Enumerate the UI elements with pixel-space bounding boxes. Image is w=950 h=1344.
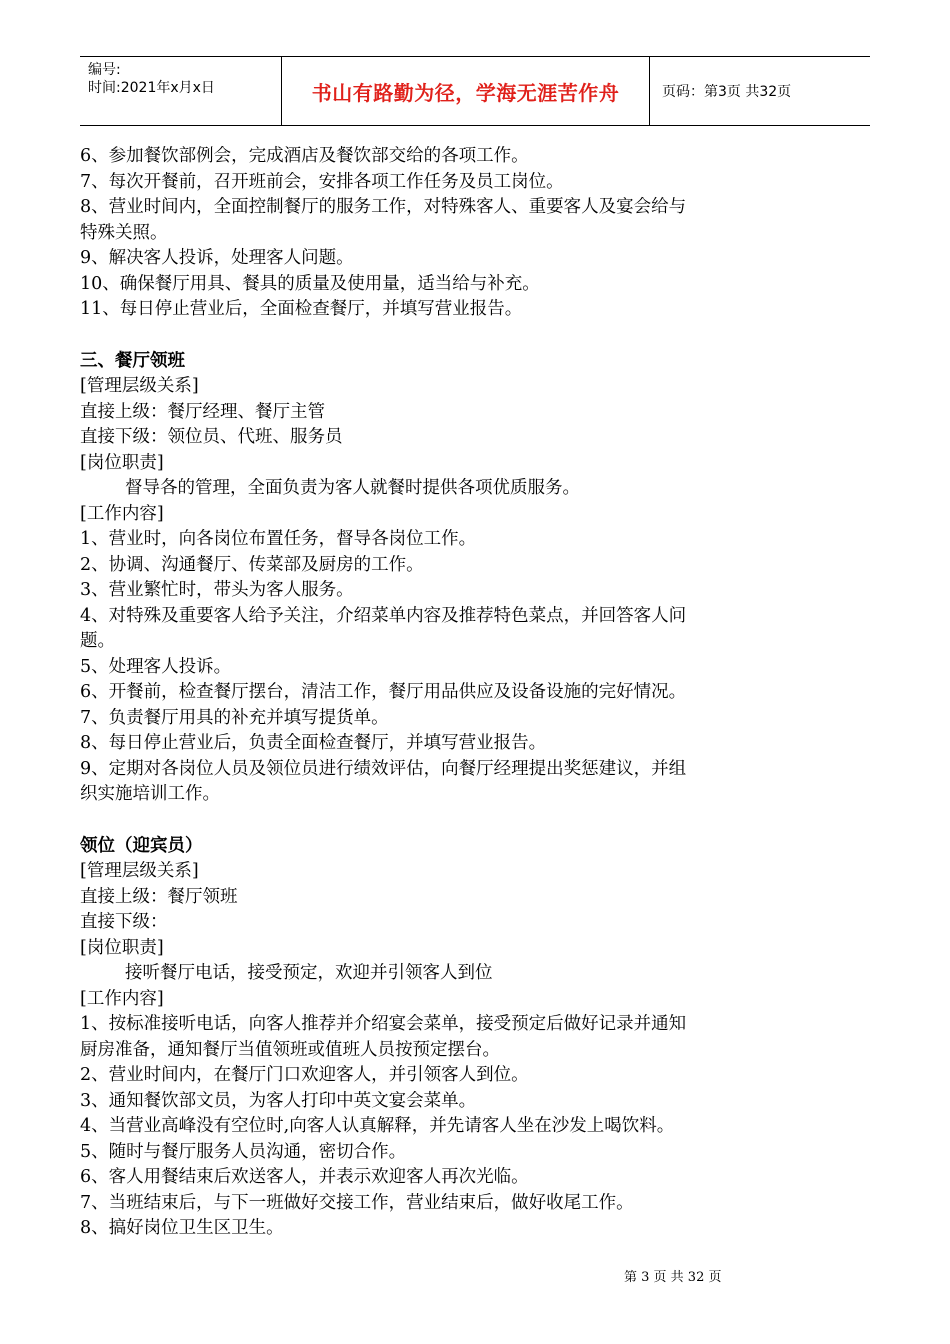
header-motto: 书山有路勤为径，学海无涯苦作舟 xyxy=(282,57,650,125)
list-item xyxy=(80,272,872,298)
list-item xyxy=(80,1191,872,1217)
item-text: 处理客人投诉。 xyxy=(108,656,232,677)
list-item xyxy=(80,1063,872,1089)
list-item xyxy=(80,170,872,196)
document-header xyxy=(80,56,870,126)
list-item xyxy=(80,706,872,732)
list-item xyxy=(80,1089,872,1115)
work-label: [工作内容] xyxy=(80,988,164,1009)
item-number: 4、 xyxy=(80,605,109,626)
code-label: 编号: xyxy=(88,62,121,78)
item-number: 11、 xyxy=(80,299,120,319)
item-text: 每日停止营业后，负责全面检查餐厅，并填写营业报告。 xyxy=(108,733,547,753)
list-item xyxy=(80,297,872,323)
item-text: 客人用餐结束后欢送客人，并表示欢迎客人再次光临。 xyxy=(108,1167,529,1187)
item-number: 7、 xyxy=(80,171,109,192)
item-text-continued: 厨房准备，通知餐厅当值领班或值班人员按预定摆台。 xyxy=(80,1039,500,1060)
list-item xyxy=(80,1012,872,1063)
item-number: 6、 xyxy=(80,1167,109,1187)
item-number: 9、 xyxy=(80,248,109,268)
item-number: 1、 xyxy=(80,529,109,549)
list-item xyxy=(80,1165,872,1191)
item-text-continued: 织实施培训工作。 xyxy=(80,784,220,804)
document-body xyxy=(80,144,872,1242)
duty-label: [岗位职责] xyxy=(80,937,164,958)
subordinate-line: 直接下级：领位员、代班、服务员 xyxy=(80,427,343,447)
item-number: 2、 xyxy=(80,554,109,575)
item-text-continued: 题。 xyxy=(80,631,115,651)
item-text: 营业繁忙时，带头为客人服务。 xyxy=(108,580,354,600)
list-item xyxy=(80,553,872,579)
duty-text: 接听餐厅电话，接受预定，欢迎并引领客人到位 xyxy=(125,963,493,983)
duty-label: [岗位职责] xyxy=(80,452,164,473)
list-item xyxy=(80,578,872,604)
section-title-lingwei: 领位（迎宾员） xyxy=(80,835,203,856)
list-item xyxy=(80,527,872,553)
item-number: 7、 xyxy=(80,707,109,728)
item-text: 当营业高峰没有空位时,向客人认真解释，并先请客人坐在沙发上喝饮料。 xyxy=(108,1116,675,1136)
lingwei-work-list xyxy=(80,1012,872,1242)
item-text: 解决客人投诉，处理客人问题。 xyxy=(108,248,354,268)
item-number: 5、 xyxy=(80,1141,109,1162)
item-text: 营业时，向各岗位布置任务，督导各岗位工作。 xyxy=(108,529,477,549)
list-item xyxy=(80,1114,872,1140)
item-text: 协调、沟通餐厅、传菜部及厨房的工作。 xyxy=(108,554,424,575)
page-footer: 第 3 页 共 32 页 xyxy=(624,1270,722,1285)
item-text: 通知餐饮部文员，为客人打印中英文宴会菜单。 xyxy=(108,1090,477,1111)
item-text: 确保餐厅用具、餐具的质量及使用量，适当给与补充。 xyxy=(119,273,540,294)
list-item xyxy=(80,680,872,706)
duty-text: 督导各的管理，全面负责为客人就餐时提供各项优质服务。 xyxy=(125,478,580,498)
item-number: 6、 xyxy=(80,682,109,702)
item-text: 随时与餐厅服务人员沟通，密切合作。 xyxy=(108,1141,407,1162)
mgmt-label: [管理层级关系] xyxy=(80,376,199,396)
list-item xyxy=(80,1140,872,1166)
list-item xyxy=(80,655,872,681)
item-text: 搞好岗位卫生区卫生。 xyxy=(108,1218,284,1238)
item-number: 9、 xyxy=(80,758,109,779)
item-number: 8、 xyxy=(80,1218,109,1238)
time-label: 时间:2021年x月x日 xyxy=(88,80,215,96)
item-number: 1、 xyxy=(80,1014,109,1034)
item-text: 每日停止营业后，全面检查餐厅，并填写营业报告。 xyxy=(119,299,523,319)
item-number: 5、 xyxy=(80,656,109,677)
item-number: 3、 xyxy=(80,1090,109,1111)
subordinate-line: 直接下级： xyxy=(80,912,168,932)
item-text: 负责餐厅用具的补充并填写提货单。 xyxy=(108,707,389,728)
mgmt-label: [管理层级关系] xyxy=(80,861,199,881)
item-number: 6、 xyxy=(80,146,109,166)
item-text: 按标准接听电话，向客人推荐并介绍宴会菜单，接受预定后做好记录并通知 xyxy=(108,1014,687,1034)
item-text: 当班结束后，与下一班做好交接工作，营业结束后，做好收尾工作。 xyxy=(108,1192,634,1213)
lingban-work-list xyxy=(80,527,872,808)
top-list xyxy=(80,144,872,323)
list-item xyxy=(80,731,872,757)
section-title-lingban: 三、餐厅领班 xyxy=(80,350,185,371)
item-text-continued: 特殊关照。 xyxy=(80,222,168,243)
header-page-info: 页码：第3页 共32页 xyxy=(662,84,792,100)
item-text: 每次开餐前，召开班前会，安排各项工作任务及员工岗位。 xyxy=(108,171,564,192)
header-meta xyxy=(80,57,282,125)
superior-line: 直接上级：餐厅领班 xyxy=(80,886,238,907)
item-number: 8、 xyxy=(80,733,109,753)
item-number: 7、 xyxy=(80,1192,109,1213)
work-label: [工作内容] xyxy=(80,503,164,524)
item-number: 3、 xyxy=(80,580,109,600)
item-text: 营业时间内，在餐厅门口欢迎客人，并引领客人到位。 xyxy=(108,1065,529,1085)
item-text: 参加餐饮部例会，完成酒店及餐饮部交给的各项工作。 xyxy=(108,146,529,166)
item-text: 开餐前，检查餐厅摆台，清洁工作，餐厅用品供应及设备设施的完好情况。 xyxy=(108,682,687,702)
superior-line: 直接上级：餐厅经理、餐厅主管 xyxy=(80,401,325,422)
list-item xyxy=(80,144,872,170)
list-item xyxy=(80,604,872,655)
item-text: 营业时间内，全面控制餐厅的服务工作，对特殊客人、重要客人及宴会给与 xyxy=(108,197,687,217)
list-item xyxy=(80,757,872,808)
item-number: 2、 xyxy=(80,1065,109,1085)
list-item xyxy=(80,246,872,272)
item-number: 8、 xyxy=(80,197,109,217)
list-item xyxy=(80,1216,872,1242)
item-number: 4、 xyxy=(80,1116,109,1136)
item-text: 定期对各岗位人员及领位员进行绩效评估，向餐厅经理提出奖惩建议，并组 xyxy=(108,758,687,779)
item-number: 10、 xyxy=(80,273,120,294)
list-item xyxy=(80,195,872,246)
item-text: 对特殊及重要客人给予关注，介绍菜单内容及推荐特色菜点，并回答客人问 xyxy=(108,605,687,626)
